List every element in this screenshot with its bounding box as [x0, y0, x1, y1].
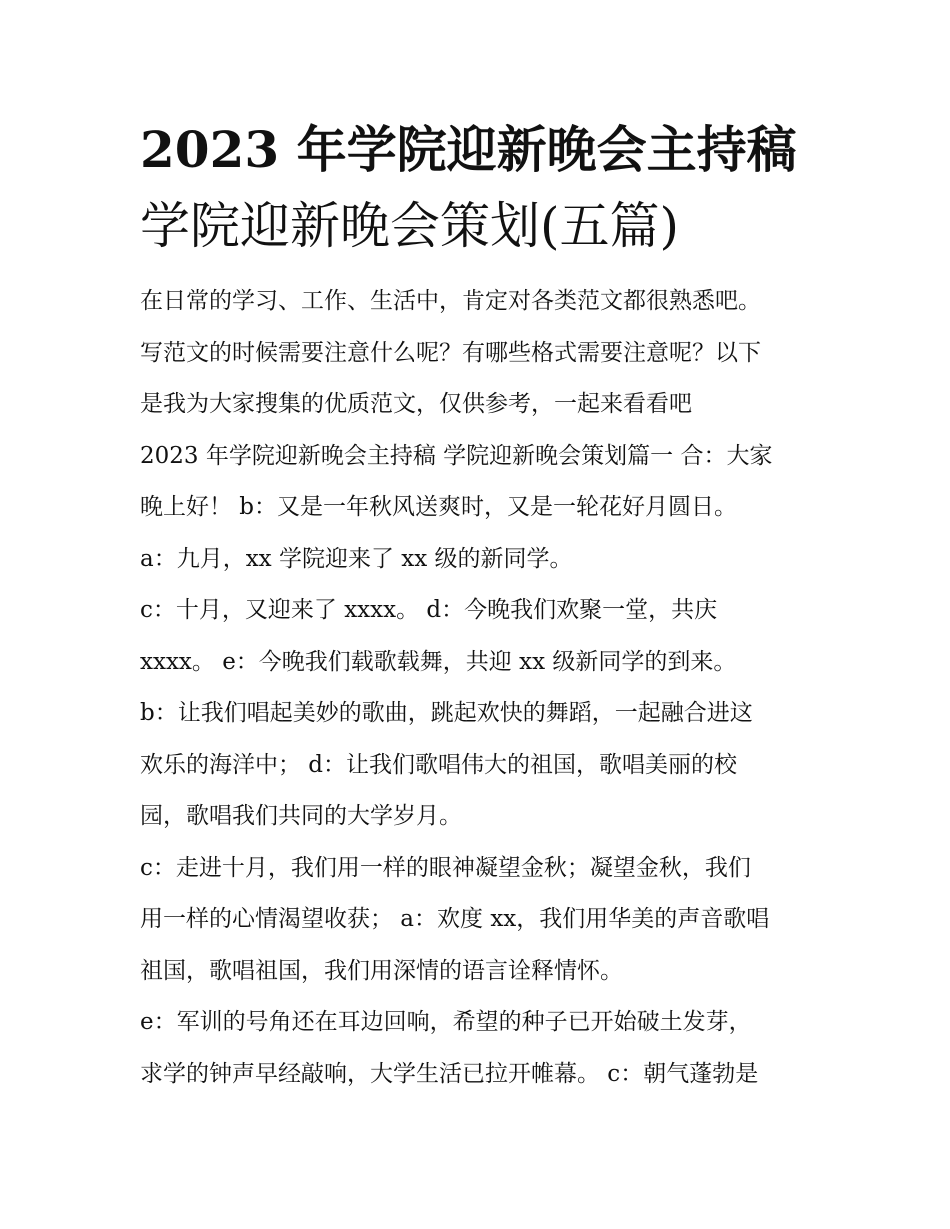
- body-line: c：走进十月，我们用一样的眼神凝望金秋；凝望金秋，我们: [140, 854, 751, 881]
- body-line: b：让我们唱起美妙的歌曲，跳起欢快的舞蹈，一起融合进这: [140, 700, 753, 726]
- body-line: 2023 年学院迎新晚会主持稿 学院迎新晚会策划篇一 合：大家: [140, 442, 773, 469]
- body-line: 用一样的心情渴望收获； a：欢度 xx，我们用华美的声音歌唱: [140, 906, 770, 932]
- body-line: 晚上好！ b：又是一年秋风送爽时，又是一轮花好月圆日。: [140, 494, 738, 520]
- body-line: 祖国，歌唱祖国，我们用深情的语言诠释情怀。: [140, 957, 623, 984]
- document-body: [140, 276, 820, 1100]
- body-line: 园，歌唱我们共同的大学岁月。: [140, 803, 462, 829]
- body-line: c：十月，又迎来了 xxxx。 d：今晚我们欢聚一堂，共庆: [140, 597, 718, 623]
- body-line: a：九月，xx 学院迎来了 xx 级的新同学。: [140, 545, 573, 572]
- body-line: 写范文的时候需要注意什么呢？有哪些格式需要注意呢？以下: [140, 339, 761, 366]
- body-line: 求学的钟声早经敲响，大学生活已拉开帷幕。 c：朝气蓬勃是: [140, 1060, 759, 1087]
- title-line-1: 2023 年学院迎新晚会主持稿: [140, 120, 797, 179]
- body-line: 欢乐的海洋中； d：让我们歌唱伟大的祖国，歌唱美丽的校: [140, 751, 738, 778]
- body-line: 在日常的学习、工作、生活中，肯定对各类范文都很熟悉吧。: [140, 288, 761, 314]
- body-line: xxxx。 e：今晚我们载歌载舞，共迎 xx 级新同学的到来。: [140, 648, 737, 675]
- body-line: 是我为大家搜集的优质范文，仅供参考，一起来看看吧: [140, 391, 692, 417]
- body-line: e：军训的号角还在耳边回响，希望的种子已开始破土发芽，: [140, 1009, 752, 1035]
- document-title: [140, 112, 840, 264]
- title-line-2: 学院迎新晚会策划(五篇): [140, 197, 680, 255]
